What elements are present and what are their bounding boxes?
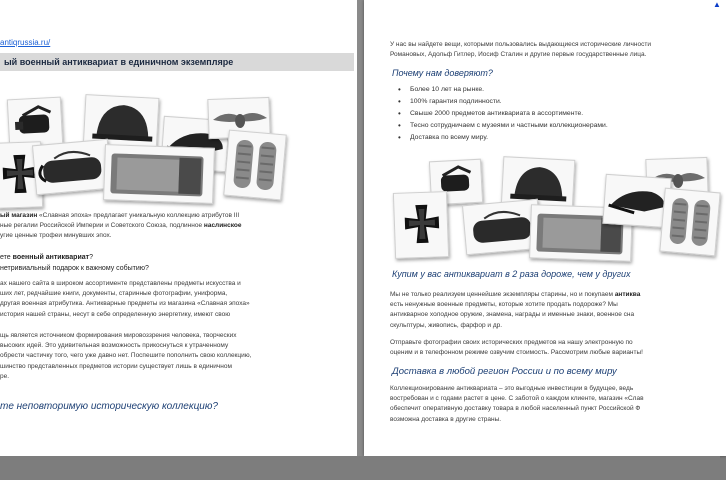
catalog-line: ших лет, редчайшие книги, документы, старинные фотографии, униформа, [0, 290, 228, 298]
trust-bullet-item: • Тесно сотрудничаем с музеями и частными коллекционерами. [396, 120, 608, 132]
buy-paragraph [390, 290, 720, 331]
scroll-up-arrow-icon[interactable]: ▲ [713, 0, 721, 9]
question-military-antiques [0, 254, 93, 261]
right-intro-line: Романовых, Адольф Гитлер, Иосиф Сталин и другие первые государственные лица. [390, 51, 647, 59]
delivery-line: востребован и с годами растет в цене. С заботой о каждом клиенте, магазин «Слав [390, 395, 644, 403]
catalog-line: другая военная атрибутика. Антикварные предметы из магазина «Славная эпоха» [0, 300, 250, 308]
photo-shoulder-boards [659, 188, 720, 257]
collection-cta-heading: те неповторимую историческую коллекцию? [0, 401, 218, 412]
catalog-line: история нашей страны, несут в себе определенную энергетику, имеют свою [0, 310, 231, 318]
catalog-paragraph [0, 279, 346, 320]
delivery-heading: Доставка в любой регион России и по всему миру [392, 366, 617, 377]
intro-paragraph [0, 211, 340, 242]
question-gift: нетривиальный подарок к важному событию? [0, 265, 149, 272]
history-line: ре. [0, 372, 10, 380]
buy-bold-antiques: антиква [614, 291, 641, 298]
catalog-line: ах нашего сайта в широком ассортименте представлены предметы искусства и [0, 280, 241, 287]
intro-bold-legacy: наслинское [203, 222, 242, 230]
intro-line-2: ные регалии Российской Империи и Советского Союза, подлинное [0, 222, 204, 230]
history-paragraph [0, 331, 346, 382]
delivery-line: Коллекционирование антиквариата – это выгодные инвестиции в будущее, ведь [390, 385, 634, 392]
delivery-line: возможна доставка в другие страны. [390, 415, 502, 423]
delivery-paragraph [390, 384, 720, 425]
trust-bullet-item: • Свыше 2000 предметов антиквариата в ассортименте. [396, 108, 608, 120]
right-intro-paragraph [390, 40, 720, 60]
buy-line: антикварное холодное оружие, знамена, награды и именные знаки, военное сна [390, 311, 635, 319]
photo-shoulder-boards [223, 130, 287, 201]
right-intro-line: У нас вы найдете вещи, которыми пользовались выдающиеся исторические личности [390, 41, 651, 48]
page-gap [357, 0, 364, 456]
photo-goggles [7, 97, 63, 148]
viewer-background-bottom [0, 456, 720, 480]
question-1-bold: военный антиквариат [12, 254, 90, 261]
trust-bullet-list [396, 84, 608, 144]
trust-bullet-item: • Более 10 лет на рынке. [396, 84, 608, 96]
page-banner-title: ый военный антиквариат в единичном экземпляре [0, 53, 354, 71]
photo-canteen [32, 139, 112, 195]
intro-bold-shop: ый магазин [0, 212, 38, 219]
buy-line: есть ненужные военные предметы, которые хотите продать подороже? Мы [390, 301, 618, 309]
trust-bullet-item: • Доставка по всему миру. [396, 132, 608, 144]
trust-bullet-item: • 100% гарантия подлинности. [396, 96, 608, 108]
history-line: высоких идей. Это удивительная возможность прикоснуться к утраченному [0, 342, 229, 350]
photo-belt-buckle [103, 144, 215, 204]
buy-line-1: Мы не только реализуем ценнейшие экземпляры старины, но и покупаем [390, 291, 615, 298]
why-trust-heading: Почему нам доверяют? [392, 68, 493, 78]
intro-line-3: угие ценные трофеи минувших эпох. [0, 232, 112, 240]
photo-evaluation-paragraph [390, 338, 720, 358]
buy-line: скульптуры, живопись, фарфор и др. [390, 321, 503, 329]
photo-iron-cross [393, 191, 449, 259]
intro-line-1: «Славная эпоха» предлагает уникальную коллекцию атрибутов III [37, 212, 240, 219]
photo-evaluation-line: Отправьте фотографии своих исторических предметов на нашу электронную по [390, 339, 633, 346]
question-1-prefix: ете [0, 254, 13, 261]
photo-evaluation-line: оценим и в телефонном режиме озвучим стоимость. Рассмотрим любые варианты! [390, 349, 643, 357]
history-line: щь является источником формирования мировоззрения человека, творческих [0, 332, 237, 339]
history-line: шинство представленных предметов истории существует лишь в единичном [0, 362, 232, 370]
history-line: обрести частичку того, чего уже давно нет. Поспешите пополнить свою коллекцию, [0, 352, 252, 360]
site-link[interactable]: antiqrussia.ru/ [0, 38, 51, 47]
document-page-right [364, 0, 726, 456]
buy-antiques-heading: Купим у вас антиквариат в 2 раза дороже, чем у других [392, 269, 631, 279]
delivery-line: обеспечит оперативную доставку товара в любой населенный пункт Российской Ф [390, 405, 641, 413]
document-page-left [0, 0, 357, 456]
question-1-suffix: ? [89, 254, 93, 261]
